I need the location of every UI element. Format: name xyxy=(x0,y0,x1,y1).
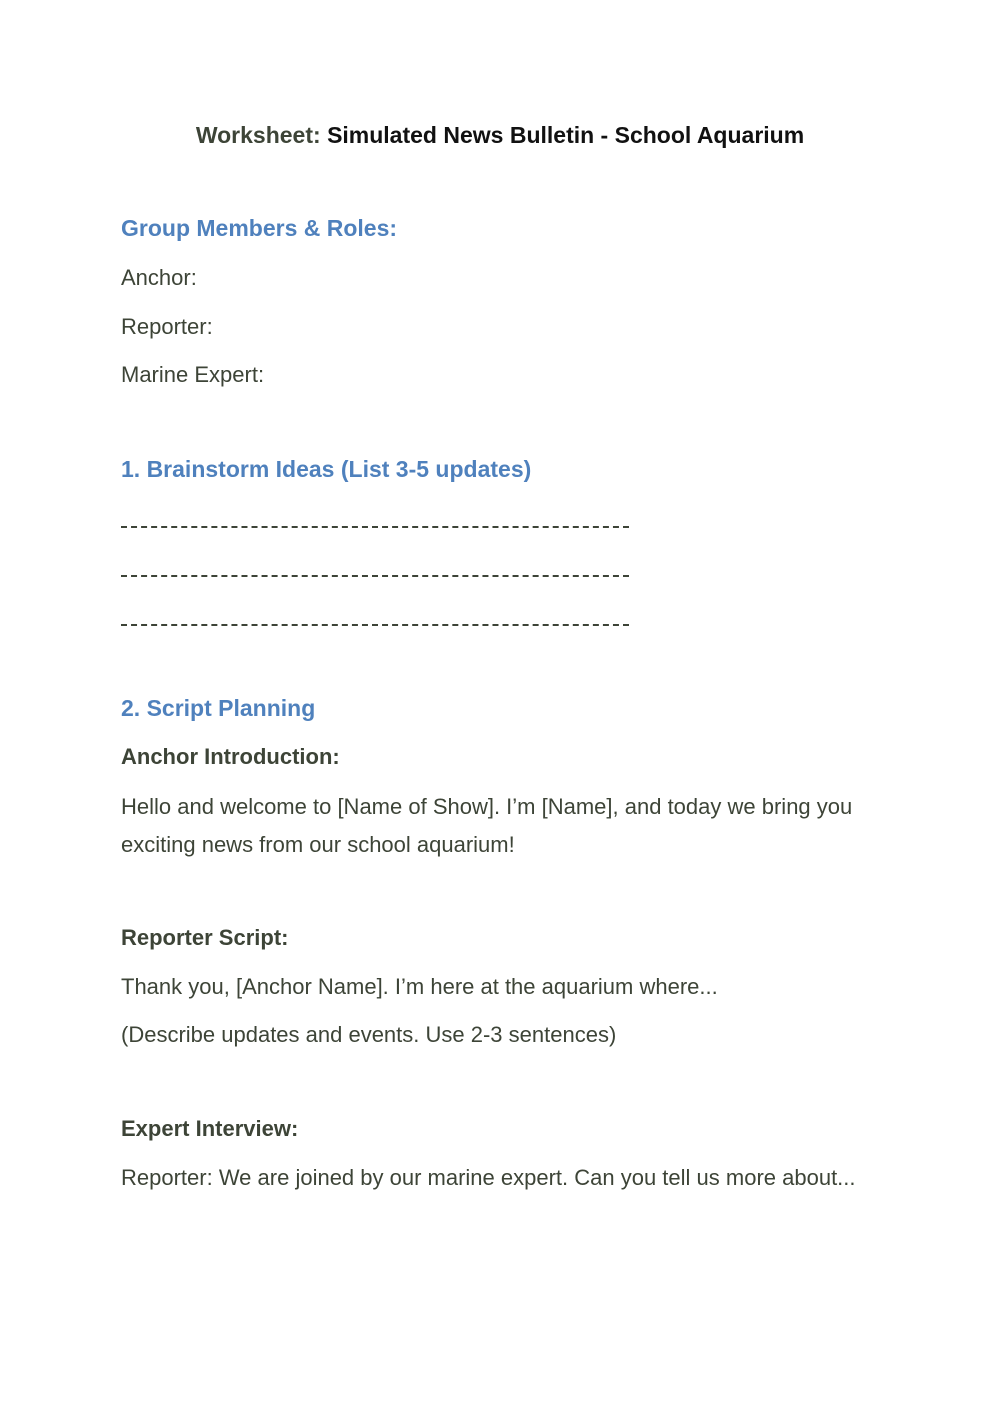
expert-interview-heading: Expert Interview: xyxy=(121,1116,299,1141)
reporter-script-heading: Reporter Script: xyxy=(121,925,289,950)
group-members-heading: Group Members & Roles: xyxy=(121,215,398,241)
reporter-script-instruction: (Describe updates and events. Use 2-3 sentences) xyxy=(121,1022,617,1047)
brainstorm-blank-line xyxy=(121,575,629,577)
expert-interview-text: Reporter: We are joined by our marine expert. Can you tell us more about... xyxy=(121,1165,856,1190)
role-reporter: Reporter: xyxy=(121,314,213,339)
anchor-introduction-heading: Anchor Introduction: xyxy=(121,744,340,769)
brainstorm-blank-line xyxy=(121,526,629,528)
role-anchor: Anchor: xyxy=(121,265,197,290)
script-planning-heading: 2. Script Planning xyxy=(121,695,316,721)
brainstorm-blank-line xyxy=(121,624,629,626)
reporter-script-line: Thank you, [Anchor Name]. I’m here at the aquarium where... xyxy=(121,974,718,999)
brainstorm-heading: 1. Brainstorm Ideas (List 3-5 updates) xyxy=(121,456,532,482)
role-marine-expert: Marine Expert: xyxy=(121,362,265,387)
worksheet-title xyxy=(0,118,1000,152)
title-main: Simulated News Bulletin - School Aquarium xyxy=(327,122,805,148)
anchor-introduction-text: Hello and welcome to [Name of Show]. I’m [Name], and today we bring you exciting news from our school aquarium! xyxy=(121,794,853,857)
title-label: Worksheet: xyxy=(195,122,321,148)
